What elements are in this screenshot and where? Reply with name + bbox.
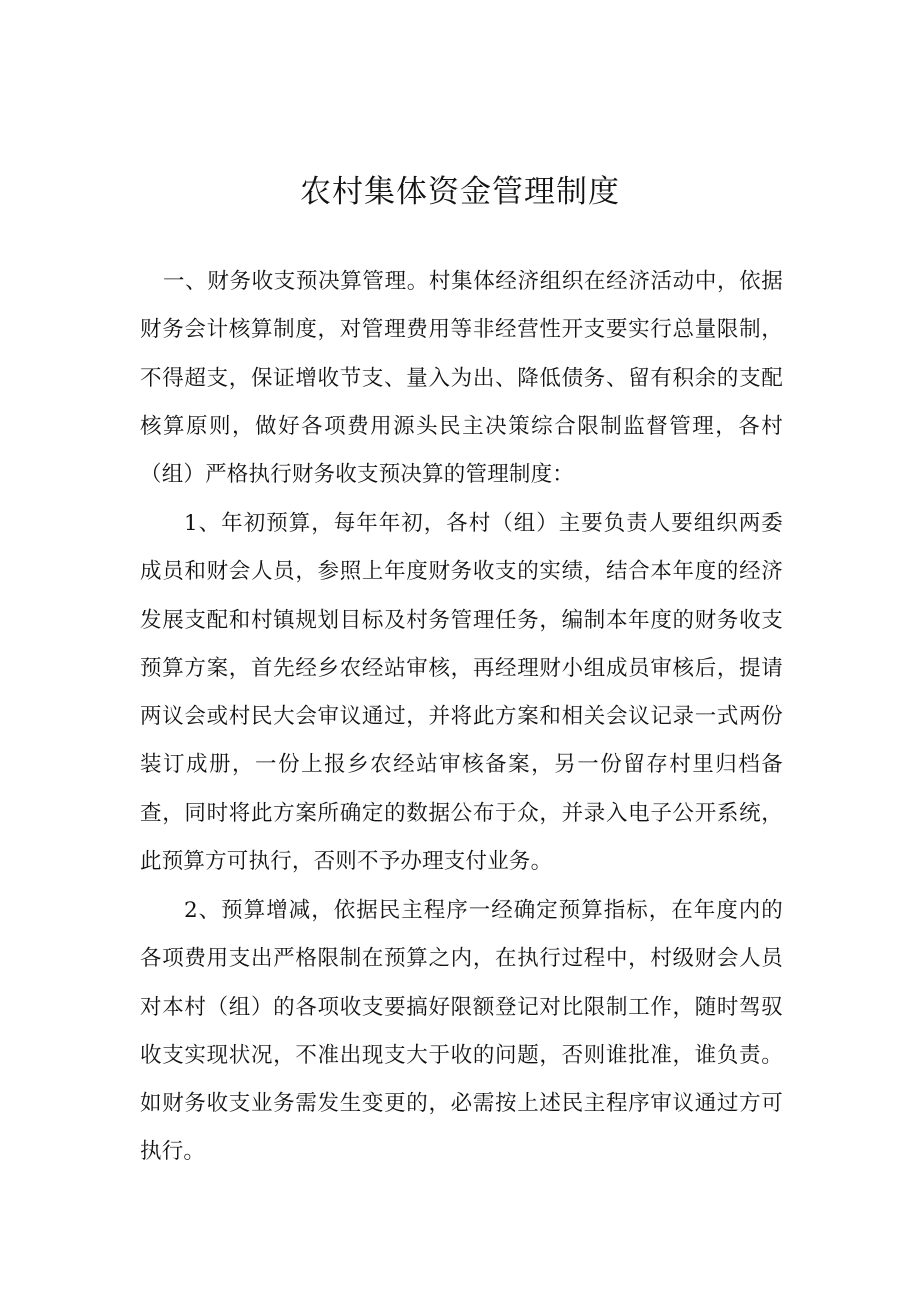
paragraph-budget-adjustment: 2、预算增减，依据民主程序一经确定预算指标，在年度内的各项费用支出严格限制在预算之内，在执行过程中，村级财会人员对本村（组）的各项收支要搞好限额登记对比限制工作，随时驾驭收支实现状况，不准出现支大于收的问题，否则谁批准，谁负责。如财务收支业务需发生变更的，必需按上述民主程序审议通过方可执行。 <box>140 898 783 1165</box>
document-title: 农村集体资金管理制度 <box>300 174 620 210</box>
paragraph-budget-management: 一、财务收支预决算管理。村集体经济组织在经济活动中，依据财务会计核算制度，对管理费用等非经营性开支要实行总量限制，不得超支，保证增收节支、量入为出、降低债务、留有积余的支配核算原则，做好各项费用源头民主决策综合限制监督管理，各村（组）严格执行财务收支预决算的管理制度： <box>140 269 783 488</box>
paragraph-annual-budget: 1、年初预算，每年年初，各村（组）主要负责人要组织两委成员和财会人员，参照上年度财务收支的实绩，结合本年度的经济发展支配和村镇规划目标及村务管理任务，编制本年度的财务收支预算方案，首先经乡农经站审核，再经理财小组成员审核后，提请两议会或村民大会审议通过，并将此方案和相关会议记录一式两份装订成册，一份上报乡农经站审核备案，另一份留存村里归档备查，同时将此方案所确定的数据公布于众，并录入电子公开系统，此预算方可执行，否则不予办理支付业务。 <box>140 511 783 875</box>
